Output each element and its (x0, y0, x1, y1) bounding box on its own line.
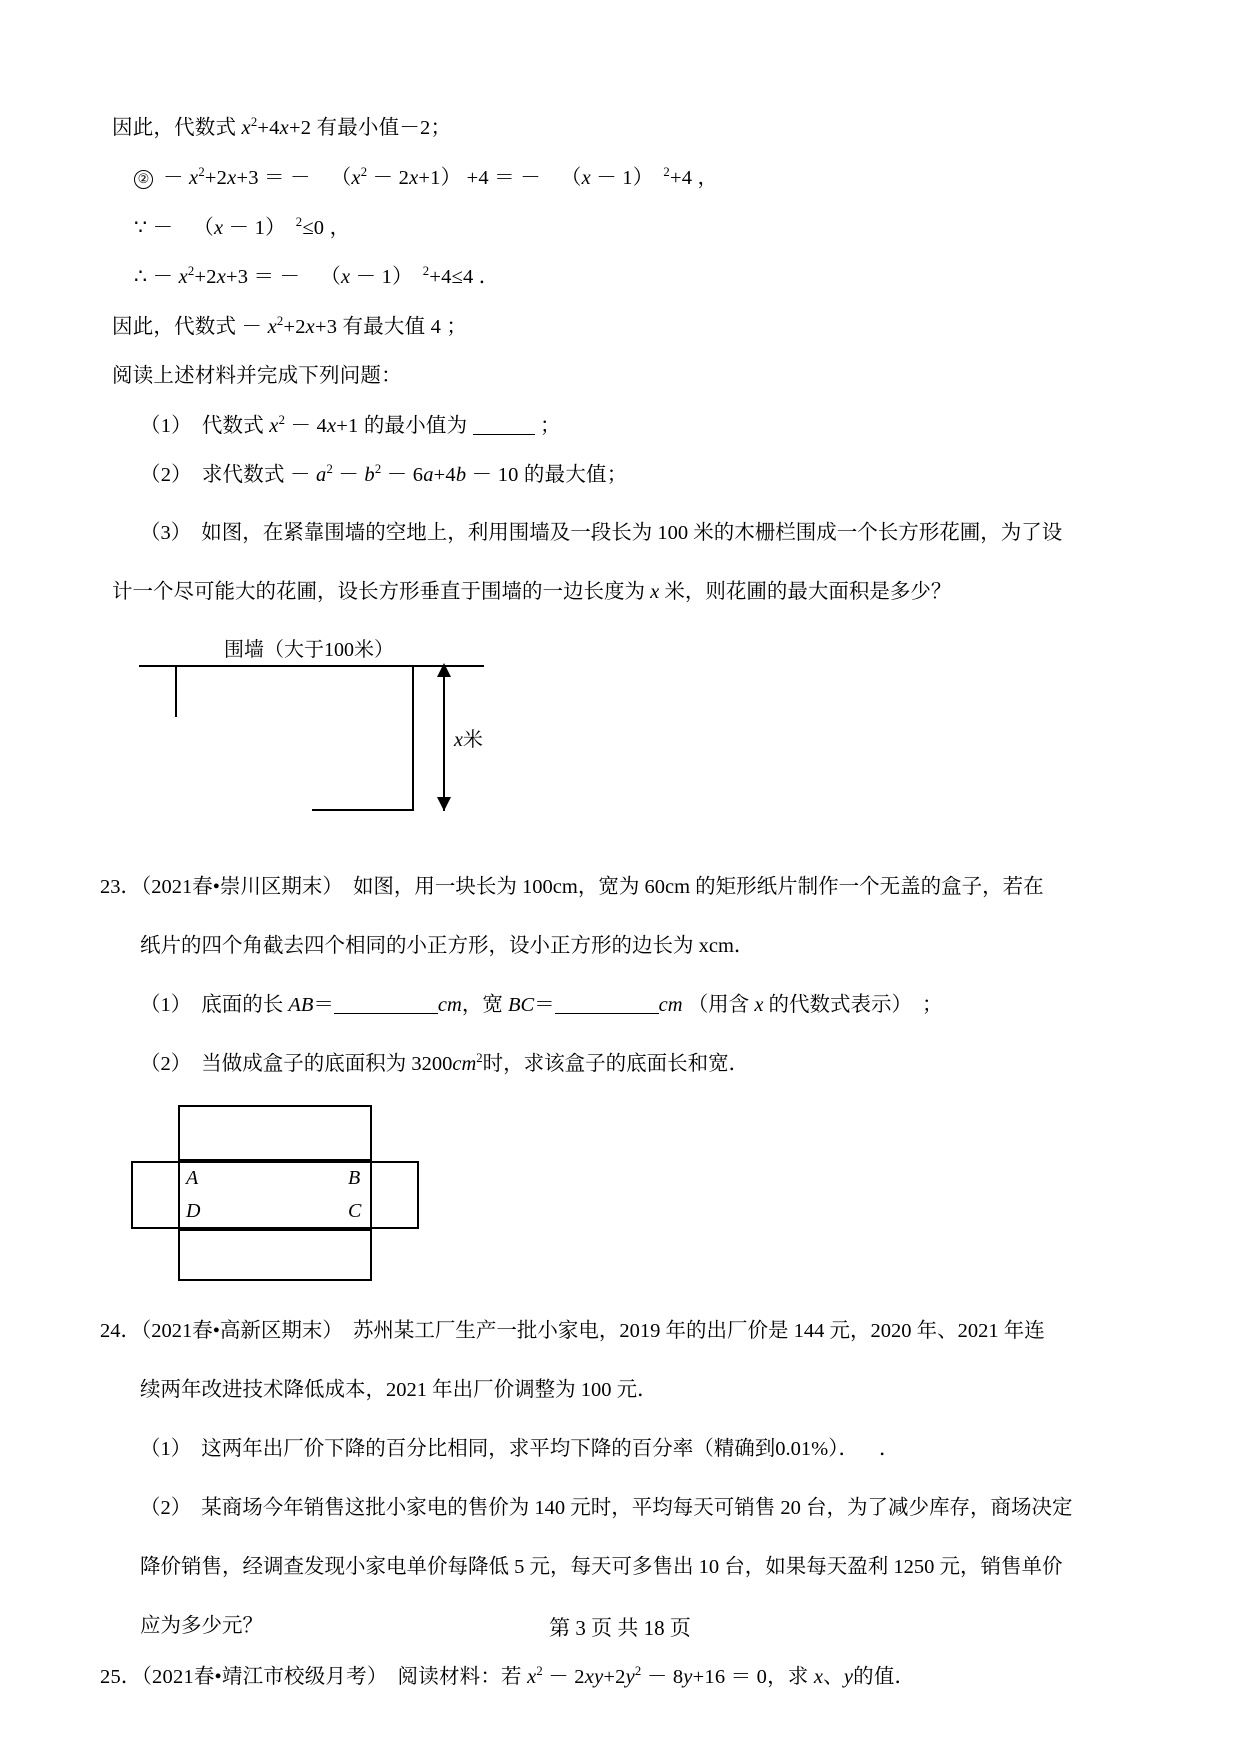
question-number: 23． (100, 875, 141, 898)
question-source: （2021春•高新区期末） (141, 1319, 343, 1342)
text-span: 米 (462, 728, 483, 751)
text-span: 阅读材料：若 (397, 1665, 522, 1688)
math-var-x: x (527, 1665, 537, 1688)
text-span: 续两年改进技术降低成本，2021 年出厂价调整为 100 元． (140, 1378, 658, 1401)
text-span: +1 的最小值为 (336, 414, 468, 437)
question-24 (100, 1313, 1132, 1638)
solution-line-2: ② － $x^2+2x+3$ ＝ － $(x^2 - 2x+1) +4$ ＝ － （x － 1） $^2$+4 ， (112, 168, 1132, 189)
text-span: ， (153, 117, 175, 139)
text-span: 有最小值 (316, 117, 400, 139)
text-span: － 4 (290, 414, 327, 437)
text-span: 围墙（大于 (224, 638, 324, 661)
text-span: ； (922, 993, 943, 1016)
page-footer (0, 1612, 1240, 1642)
text-span: 底面的长 (201, 993, 284, 1016)
text-span: 应为多少元？ (140, 1614, 263, 1637)
text-span: 计一个尽可能大的花圃，设长方形垂直于围墙的一边长度为 (112, 580, 645, 603)
box-label-C: C (348, 1199, 362, 1222)
text-span: +4 (257, 117, 280, 139)
math-var-x: x (454, 728, 463, 751)
segment-bc: BC (507, 993, 535, 1016)
text-span: －2 (399, 117, 431, 139)
wall-top-line (139, 665, 484, 667)
q22-part-3-line-2 (112, 574, 1132, 604)
text-span: 代数式 (174, 117, 237, 139)
dimension-arrow-shaft (443, 667, 445, 811)
page-content (100, 115, 1132, 1688)
solution-line-6: 阅读上述材料并完成下列问题： (112, 365, 402, 387)
text-span: － 6 (386, 464, 424, 486)
part-label: （2） (140, 1052, 192, 1075)
math-var-y: y (683, 1665, 693, 1688)
math-var-x: x (813, 1665, 824, 1688)
text-span: ＝ (534, 993, 555, 1016)
dimension-arrow-head-up (437, 663, 451, 677)
text-span: +16 ＝ 0，求 (692, 1665, 809, 1688)
answer-blank-bc[interactable] (555, 1013, 659, 1014)
text-span: 的代数式表示） (768, 993, 913, 1016)
question-source: （2021春•靖江市校级月考） (141, 1665, 388, 1688)
wall-inner-tick (175, 667, 177, 717)
box-net-inner-right-edge (370, 1161, 372, 1229)
q23-part-1 (112, 987, 1132, 1017)
unit-cm: cm (658, 993, 683, 1016)
text-span: 纸片的四个角截去四个相同的小正方形，设小正方形的边长为 xcm． (140, 934, 755, 957)
math-var-x: x (241, 117, 251, 139)
q23-line-2 (112, 928, 1132, 958)
text-span: 如图，在紧靠围墙的空地上，利用围墙及一段长为 100 米的木栅栏围成一个长方形花圃，为了设 (201, 521, 1063, 544)
text-span: 求代数式 － (201, 464, 311, 486)
text-span: 这两年出厂价下降的百分比相同，求平均下降的百分率（精确到0.01%）． (201, 1437, 859, 1460)
q22-part-2: （2） 求代数式 － $a^2 - b^2 - 6a+4b - 10$ 的最大值； (140, 462, 628, 486)
dimension-label-x-meters (454, 723, 483, 752)
answer-blank[interactable] (473, 434, 535, 435)
text-span: +4 (433, 464, 456, 486)
solution-line-4: ∴ － $x^2+2x+3$ ＝ － （x － 1） $^2$+4≤4 ． (134, 264, 500, 288)
text-span: 如图，用一块长为 100cm，宽为 60cm 的矩形纸片制作一个无盖的盒子，若在 (352, 875, 1044, 898)
page-number-text: 第 3 页 共 18 页 (549, 1616, 691, 1640)
part-label: （1） (140, 414, 192, 437)
q23-line-1 (100, 869, 1132, 899)
part-label: （2） (140, 1496, 192, 1519)
q22-part-3 (112, 515, 1132, 604)
q23-part-2 (112, 1046, 1132, 1076)
figure-wall-flowerbed (112, 633, 1132, 829)
math-var-x: x (326, 414, 337, 437)
math-var-x: x (754, 993, 764, 1016)
text-span: +2 (603, 1665, 626, 1688)
q24-line-1 (100, 1313, 1132, 1343)
box-label-D: D (186, 1199, 201, 1222)
text-span: +2 (288, 117, 312, 139)
box-net-top-flap (178, 1105, 372, 1161)
text-span: 的值． (853, 1665, 916, 1688)
part-label: （2） (140, 464, 192, 486)
text-span: － (338, 464, 360, 486)
text-span: 、 (823, 1665, 844, 1688)
unit-cm: cm (437, 993, 462, 1016)
q24-part-1: （1） 这两年出厂价下降的百分比相同，求平均下降的百分率（精确到0.01%）． ． (140, 1437, 900, 1460)
q24-line-2 (112, 1372, 1132, 1402)
q24-part-2-line-2 (112, 1549, 1132, 1579)
q22-part-3-line-1 (112, 515, 1132, 545)
q24-part-2-line-1 (112, 1490, 1132, 1520)
math-var-a: a (316, 464, 327, 486)
solution-line-1: 因此，代数式 $x^2+4x+2$ 有最小值－2； (112, 115, 452, 139)
math-var-y: y (625, 1665, 635, 1688)
exponent: 2 (476, 1050, 483, 1065)
question-23 (100, 869, 1132, 1076)
part-label: （3） (140, 521, 192, 544)
box-net-bottom-flap (178, 1229, 372, 1281)
figure-wall-caption (224, 633, 394, 662)
text-span: （用含 (687, 993, 750, 1016)
math-var-b: b (455, 464, 467, 486)
dimension-arrow-head-down (437, 797, 451, 811)
math-var-y: y (843, 1665, 854, 1688)
text-span: － 2 (548, 1665, 585, 1688)
text-span: 100 (324, 638, 354, 661)
question-source: （2021春•崇川区期末） (141, 875, 343, 898)
text-span: ； (430, 117, 452, 139)
unit-cm: cm (452, 1052, 477, 1075)
figure-box-net (112, 1105, 1132, 1281)
math-var-x: x (584, 1665, 595, 1688)
math-var-x: x (269, 414, 279, 437)
box-label-A: A (186, 1166, 199, 1189)
question-25: 25．（2021春•靖江市校级月考） 阅读材料：若 $x^2 - 2xy+2y^2 - 8y+16 = 0$，求 x、y的值． (100, 1663, 916, 1688)
text-span: 米） (354, 638, 394, 661)
text-span: － 10 的最大值； (471, 464, 628, 486)
text-span: 降价销售，经调查发现小家电单价每降低 5 元，每天可多售出 10 台，如果每天盈利 1250 元，销售单价 (140, 1555, 1063, 1578)
question-number: 24． (100, 1319, 141, 1342)
text-span: 某商场今年销售这批小家电的售价为 140 元时，平均每天可销售 20 台，为了减少库存，商场决定 (201, 1496, 1073, 1519)
text-span: ，宽 (461, 993, 503, 1016)
circled-number-2: ② (134, 170, 153, 189)
q22-part-1: （1） 代数式 $x^2 - 4x+1$ 的最小值为 ； (140, 412, 561, 437)
text-span: 时，求该盒子的底面长和宽． (482, 1052, 750, 1075)
box-label-B: B (348, 1166, 361, 1189)
math-var-x: x (650, 580, 660, 603)
question-number: 25． (100, 1665, 142, 1688)
answer-blank-ab[interactable] (334, 1013, 438, 1014)
fence-bottom-line (312, 809, 414, 811)
text-span: ＝ (313, 993, 334, 1016)
part-label: （1） (140, 993, 192, 1016)
segment-ab: AB (288, 993, 314, 1016)
box-net-inner-left-edge (178, 1161, 180, 1229)
math-var-y: y (594, 1665, 604, 1688)
text-span: 当做成盒子的底面积为 3200 (201, 1052, 453, 1075)
box-net-middle-band (131, 1161, 419, 1229)
text-span: 代数式 (201, 414, 264, 437)
fence-right-line (412, 667, 414, 811)
math-var-a: a (423, 464, 434, 486)
text-span: 米，则花圃的最大面积是多少？ (664, 580, 952, 603)
solution-line-3: ∵ － （x － 1） $^2$≤0 ， (134, 214, 351, 239)
math-var-b: b (364, 464, 375, 486)
text-span: 苏州某工厂生产一批小家电，2019 年的出厂价是 144 元，2020 年、2021 年连 (352, 1319, 1045, 1342)
text-span: － 8 (646, 1665, 684, 1688)
solution-line-5: 因此，代数式 － $x^2+2x+3$ 有最大值 4 ； (112, 313, 468, 338)
math-var-x: x (279, 117, 289, 139)
part-label: （1） (140, 1437, 192, 1460)
text-span: ； (540, 414, 561, 437)
text-span: 因此 (112, 117, 154, 139)
